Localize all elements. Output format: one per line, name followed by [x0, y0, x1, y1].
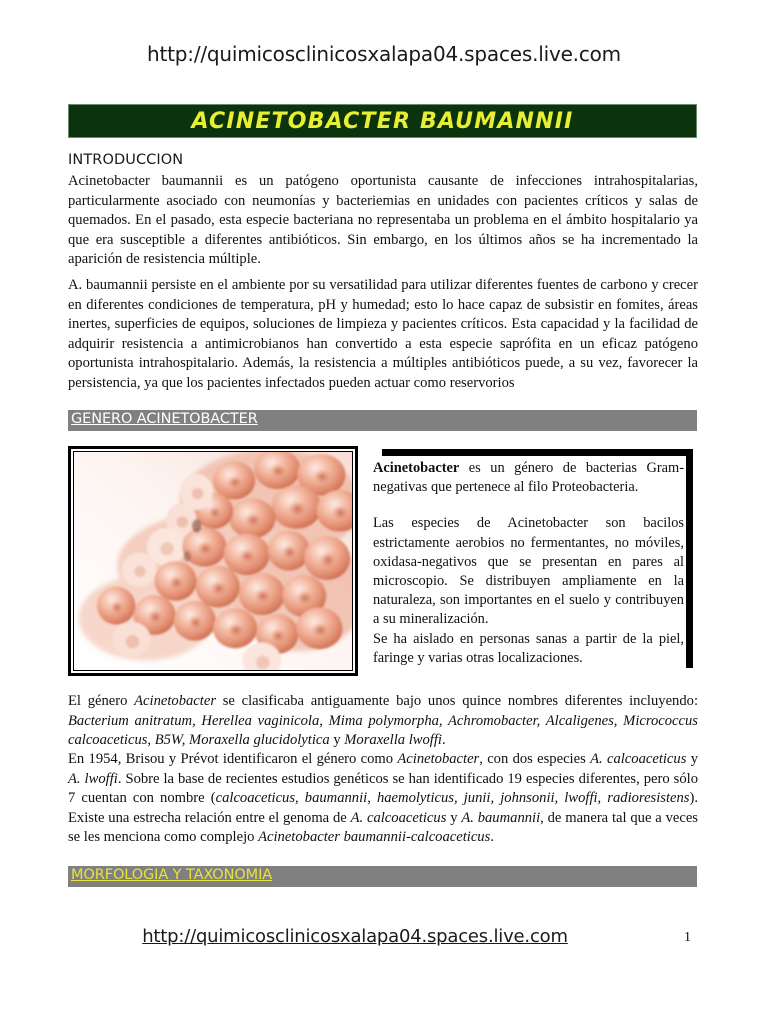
sidebox-paragraph-2: Las especies de Acinetobacter son bacilos estrictamente aerobios no fermentantes, no móviles, oxidasa-negativos que se presentan en pares al microscopio. Se distribuyen ampliamente en la naturaleza, son importantes en el suelo y contribuyen a su mineralización.	[373, 515, 684, 628]
genero2-text-g: , de manera tal que a veces se les menciona como complejo	[68, 809, 698, 846]
microscopy-figure-inner	[73, 451, 353, 671]
title-banner-text: ACINETOBACTER BAUMANNII	[191, 108, 574, 134]
sidebox-top-rule	[382, 449, 693, 456]
genero2-italic-7: Acinetobacter baumannii-calcoaceticus	[258, 829, 491, 846]
microscopy-figure	[68, 446, 358, 676]
genero2-text-d: . Sobre la base de recientes estudios genéticos se han identificado 19 especies diferentes, pero sólo 7 cuentan con nombre (	[68, 770, 698, 807]
genero2-text-f: y	[446, 809, 462, 826]
sidebox-right-rule	[686, 449, 693, 668]
genero2-text-h: .	[490, 829, 494, 846]
genero-body-paragraph-2	[68, 750, 698, 848]
genero-text-b: se clasificaba antiguamente bajo unos quince nombres diferentes incluyendo:	[216, 693, 698, 709]
section-bar-morfologia-label: MORFOLOGIA Y TAXONOMIA	[71, 867, 273, 883]
genero2-text-c: y	[686, 751, 698, 767]
sidebox-paragraph-1	[373, 459, 684, 497]
genero2-text-e: ). Existe una estrecha relación entre el genoma de	[68, 790, 698, 826]
sidebox-lead-rest: es un género de bacterias Gram-negativas que pertenece al filo Proteobacteria.	[373, 460, 684, 496]
footer-url-link[interactable]: http://quimicosclinicosxalapa04.spaces.live.com	[142, 926, 568, 947]
introduction-paragraph-1: Acinetobacter baumannii es un patógeno oportunista causante de infecciones intrahospitalarias, particularmente asociado con neumonías y bacteriemias en unidades con pacientes críticos y salas de quemados. En el pasado, esta especie bacteriana no representaba un problema en el ámbito hospitalario ya que era susceptible a diferentes antibióticos. Sin embargo, en los últimos años se ha incrementado la aparición de resistencia múltiple.	[68, 173, 698, 268]
genero2-italic-1: Acinetobacter	[397, 751, 480, 767]
section-bar-genero-label: GENERO ACINETOBACTER	[71, 411, 258, 427]
genero-text-a: El género	[68, 693, 135, 709]
genero2-italic-4: calcoaceticus, baumannii, haemolyticus, junii, johnsonii, lwoffi, radioresistens	[215, 790, 690, 807]
genero2-italic-6: A. baumannii	[461, 809, 541, 826]
microscopy-image	[74, 452, 352, 670]
genero-text-c: y	[329, 732, 345, 749]
genero2-italic-5: A. calcoaceticus	[350, 809, 447, 826]
sidebox-text	[373, 459, 684, 668]
genero2-text-b: , con dos especies	[479, 751, 591, 767]
genero-sidebox	[373, 449, 693, 671]
introduction-paragraph-2: A. baumannii persiste en el ambiente por su versatilidad para utilizar diferentes fuentes de carbono y crecer en diferentes condiciones de temperatura, pH y humedad; esto lo hace capaz de subsistir en fomites, áreas inertes, superficies de equipos, soluciones de limpieza y pacientes críticos. Esta capacidad y la facilidad de adquirir resistencia a antimicrobianos han convertido a esta especie saprófita en un eficaz patógeno oportunista intrahospitalario. Además, la resistencia a múltiples antibióticos puede, a su vez, favorecer la persistencia, ya que los pacientes infectados pueden actuar como reservorios	[68, 277, 698, 391]
header-url: http://quimicosclinicosxalapa04.spaces.live.com	[147, 42, 621, 66]
genero-text-d: .	[441, 732, 446, 749]
section-bar-morfologia	[68, 866, 697, 887]
genero-synonyms-italic: Bacterium anitratum, Herellea vaginicola, Mima polymorpha, Achromobacter, Alcaligenes, Micrococcus calcoaceticus, B5W, Moraxella glucidolytica	[68, 712, 698, 749]
sidebox-lead-term: Acinetobacter	[373, 460, 460, 476]
genero-body-paragraph-1	[68, 692, 698, 751]
section-bar-genero	[68, 410, 697, 431]
title-banner	[68, 104, 697, 138]
footer-page-number: 1	[684, 930, 691, 945]
introduction-heading: INTRODUCCION	[68, 152, 184, 168]
genero-synonym-last-italic: Moraxella lwoffi	[344, 732, 442, 749]
genero-genus-italic: Acinetobacter	[134, 693, 216, 709]
genero2-italic-2: A. calcoaceticus	[590, 751, 687, 767]
genero2-text-a: En 1954, Brisou y Prévot identificaron el género como	[68, 751, 398, 767]
sidebox-paragraph-3: Se ha aislado en personas sanas a partir de la piel, faringe y varias otras localizaciones.	[373, 630, 684, 666]
genero2-italic-3: A. lwoffi	[68, 770, 118, 787]
